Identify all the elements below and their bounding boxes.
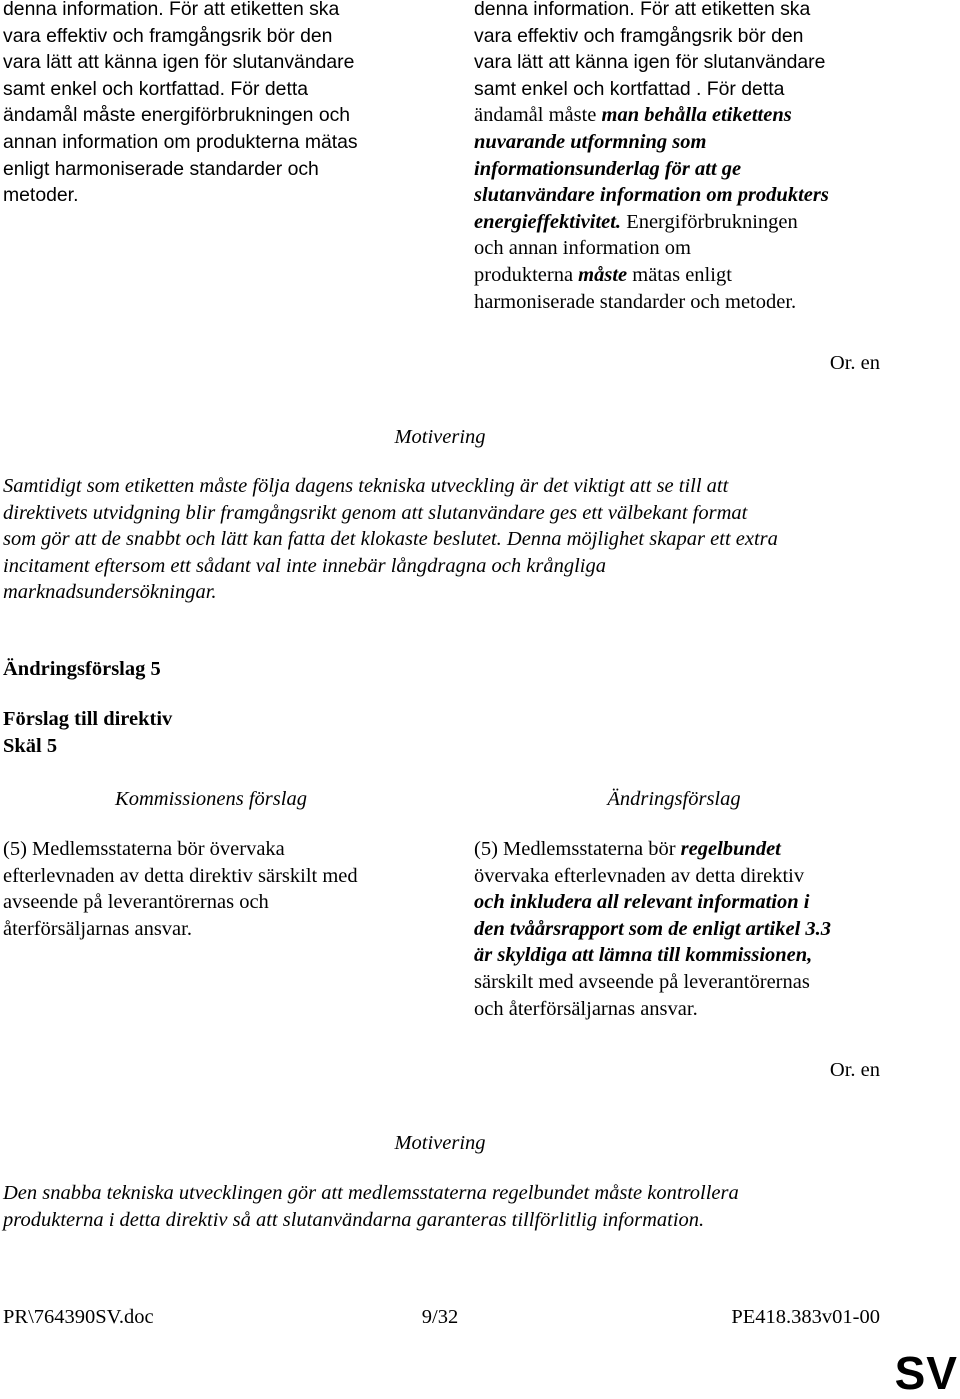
- text-line: återförsäljarnas ansvar.: [3, 917, 192, 940]
- text-line: [474, 102, 954, 129]
- amended-text: informationsunderlag för att ge: [474, 157, 742, 180]
- text-line: denna information. För att etiketten ska: [3, 0, 340, 20]
- language-code: SV: [894, 1347, 958, 1399]
- original-language-note: Or. en: [829, 1059, 880, 1081]
- amendment-text: [474, 836, 944, 1022]
- text-line: vara effektiv och framgångsrik bör den: [3, 24, 333, 47]
- original-language-note: Or. en: [829, 352, 880, 374]
- text-line: (5) Medlemsstaterna bör övervaka: [3, 838, 285, 860]
- text-line: Samtidigt som etiketten måste följa dagens tekniska utveckling är det viktigt att se till att: [3, 475, 729, 497]
- text-line: Den snabba tekniska utvecklingen gör att medlemsstaterna regelbundet måste kontrollera: [3, 1182, 739, 1204]
- amended-text: måste: [578, 263, 628, 286]
- amended-text: den tvåårsrapport som de enligt artikel 3.3: [474, 917, 832, 940]
- proposal-title: Förslag till direktiv: [3, 708, 173, 730]
- text-line: som gör att de snabbt och lätt kan fatta det klokaste beslutet. Denna möjlighet skapar ett extra: [3, 528, 778, 551]
- text-line: vara effektiv och framgångsrik bör den: [474, 24, 804, 47]
- text-line: direktivets utvidgning blir framgångsrikt genom att slutanvändare ges ett välbekant format: [3, 501, 748, 524]
- plain-text: produkterna: [474, 263, 579, 286]
- text-line: avseende på leverantörernas och: [3, 891, 269, 914]
- amendment-text-continued: [474, 0, 954, 315]
- plain-text: mätas enligt: [627, 263, 732, 286]
- text-line: övervaka efterlevnaden av detta direktiv: [474, 864, 805, 887]
- amended-text: och inkludera all relevant information i: [474, 891, 810, 914]
- plain-text: (5) Medlemsstaterna bör: [474, 838, 681, 860]
- justification-heading: Motivering: [394, 1132, 486, 1154]
- justification-heading: Motivering: [394, 426, 486, 448]
- footer-page-number: 9/32: [421, 1306, 459, 1328]
- text-line: metoder.: [3, 184, 79, 207]
- footer-pe-reference: PE418.383v01-00: [731, 1306, 880, 1328]
- amended-text: slutanvändare information om produkters: [474, 184, 829, 207]
- text-line: och annan information om: [474, 237, 691, 260]
- commission-text-continued: [3, 0, 403, 209]
- text-line: särskilt med avseende på leverantörernas: [474, 970, 810, 993]
- text-line: efterlevnaden av detta direktiv särskilt med: [3, 864, 358, 887]
- justification-text: [3, 1180, 943, 1233]
- amended-text: nuvarande utformning som: [474, 130, 707, 153]
- text-line: harmoniserade standarder och metoder.: [474, 290, 797, 313]
- amended-text: energieffektivitet.: [474, 210, 622, 233]
- text-line: vara lätt att känna igen för slutanvändare: [474, 51, 826, 74]
- text-line: produkterna i detta direktiv så att slutanvändarna garanteras tillförlitlig information.: [3, 1208, 705, 1231]
- footer-doc-reference: PR\764390SV.doc: [3, 1306, 154, 1328]
- text-line: denna information. För att etiketten ska: [474, 0, 811, 20]
- amendment-title: Ändringsförslag 5: [3, 658, 161, 680]
- plain-text: ändamål måste: [474, 104, 602, 127]
- plain-text: Energiförbrukningen: [621, 210, 798, 233]
- text-line: [474, 209, 954, 236]
- commission-proposal-heading: Kommissionens förslag: [115, 788, 307, 810]
- text-line: och återförsäljarnas ansvar.: [474, 997, 698, 1020]
- recital-title: Skäl 5: [3, 735, 58, 757]
- text-line: samt enkel och kortfattad . För detta: [474, 77, 785, 100]
- text-line: vara lätt att känna igen för slutanvändare: [3, 51, 355, 74]
- text-line: marknadsundersökningar.: [3, 581, 217, 604]
- text-line: samt enkel och kortfattad. För detta: [3, 77, 309, 100]
- commission-proposal-text: [3, 836, 433, 942]
- text-line: ändamål måste energiförbrukningen och: [3, 104, 351, 127]
- justification-text: [3, 473, 943, 606]
- amended-text: man behålla etikettens: [601, 104, 792, 127]
- text-line: [474, 836, 944, 863]
- amended-text: är skyldiga att lämna till kommissionen,: [474, 944, 813, 967]
- text-line: annan information om produkterna mätas: [3, 130, 358, 153]
- text-line: incitament eftersom ett sådant val inte innebär långdragna och krångliga: [3, 554, 606, 577]
- text-line: [474, 262, 954, 289]
- amended-text: regelbundet: [680, 838, 781, 860]
- text-line: enligt harmoniserade standarder och: [3, 157, 319, 180]
- amendment-heading: Ändringsförslag: [607, 788, 741, 810]
